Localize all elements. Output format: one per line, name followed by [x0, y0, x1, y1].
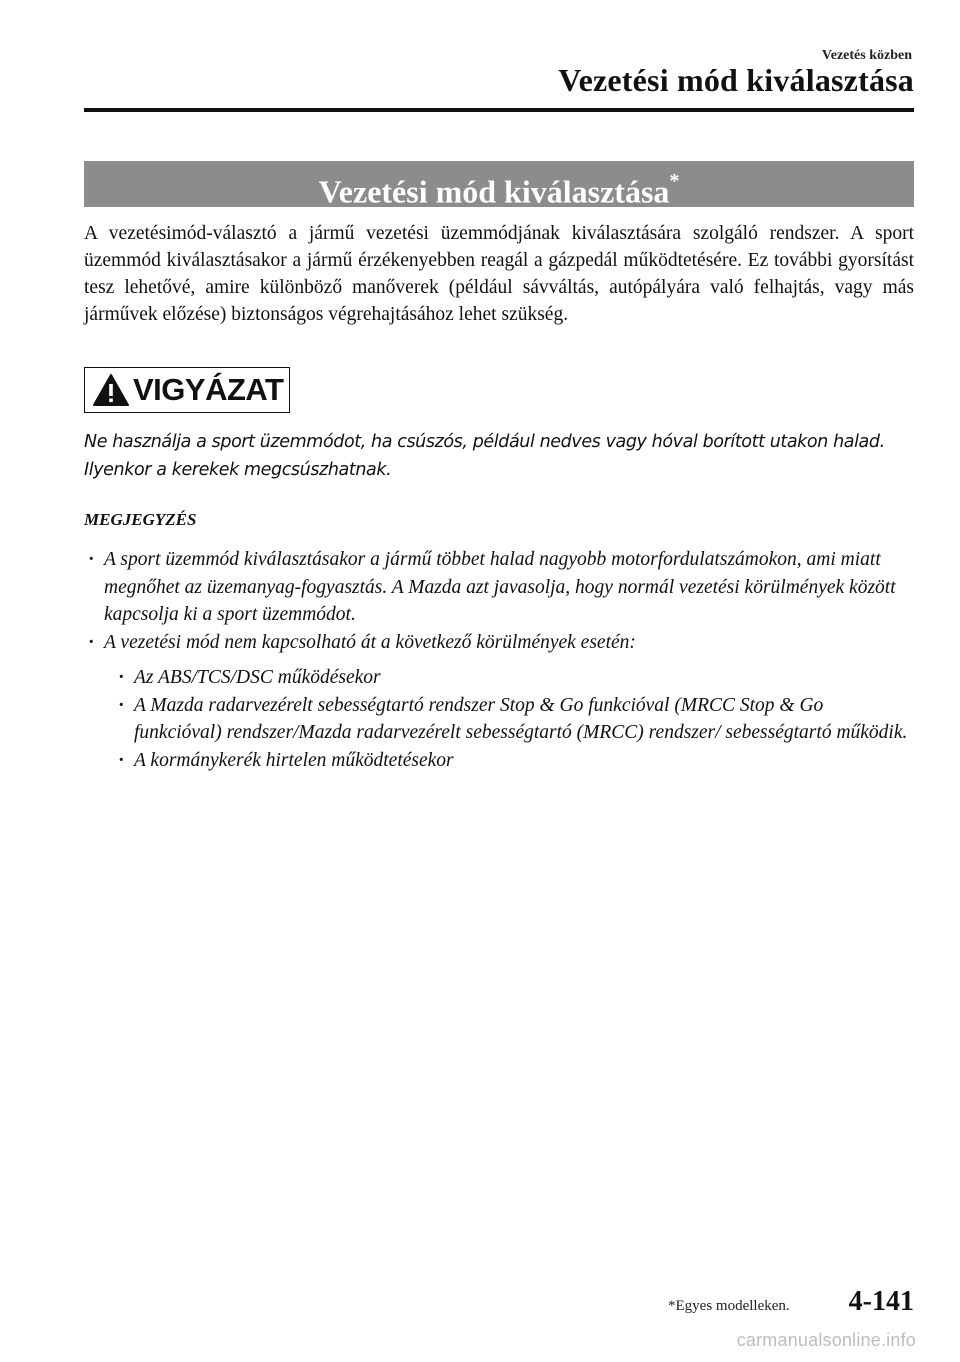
note-sub-list — [104, 664, 914, 774]
warning-text: Ne használja a sport üzemmódot, ha csúszós, például nedves vagy hóval borított utakon halad. Ilyenkor a kerekek megcsúszhatnak. — [84, 432, 885, 480]
note-item — [84, 629, 914, 775]
note-sub-item: · A kormánykerék hirtelen működtetésekor — [104, 747, 914, 775]
section-title-bar — [84, 161, 914, 210]
note-sub-item: · Az ABS/TCS/DSC működésekor — [104, 664, 914, 692]
note-item-text: A sport üzemmód kiválasztásakor a jármű többet halad nagyobb motorfordulatszámokon, ami miatt megnőhet az üzemanyag-fogyasztás. A Mazda azt javasolja, hogy normál vezetési körülmények között kapcsolja ki a sport üzemmódot. — [104, 549, 896, 625]
warning-label: VIGYÁZAT — [133, 372, 284, 407]
note-title: MEGJEGYZÉS — [84, 510, 197, 529]
section-title: Vezetési mód kiválasztása — [318, 173, 670, 210]
watermark-text: carmanualsonline.info — [736, 1330, 916, 1350]
page-number: 4-141 — [848, 1286, 914, 1317]
header-divider — [84, 108, 914, 112]
footer-footnote: *Egyes modelleken. — [668, 1298, 790, 1314]
warning-header-box — [84, 367, 290, 413]
note-item-text: A vezetési mód nem kapcsolható át a következő körülmények esetén: — [104, 631, 636, 653]
note-list — [84, 546, 914, 774]
optional-equipment-marker: * — [669, 170, 680, 192]
chapter-label: Vezetés közben — [821, 48, 912, 63]
note-item — [84, 546, 914, 629]
warning-triangle-icon — [91, 372, 131, 408]
note-sub-item: · A Mazda radarvezérelt sebességtartó rendszer Stop & Go funkcióval (MRCC Stop & Go funkcióval) rendszer/Mazda radarvezérelt sebességtartó (MRCC) rendszer/ sebességtartó működik. — [104, 692, 914, 747]
page-header-title: Vezetési mód kiválasztása — [558, 62, 914, 98]
intro-paragraph: A vezetésimód-választó a jármű vezetési üzemmódjának kiválasztására szolgáló rendszer. A sport üzemmód kiválasztásakor a jármű érzékenyebben reagál a gázpedál működtetésére. Ez további gyorsítást tesz lehetővé, amire különböző manőverek (például sávváltás, autópályára való felhajtás, vagy más járművek előzése) biztonságos végrehajtásához lehet szükség. — [84, 223, 914, 325]
